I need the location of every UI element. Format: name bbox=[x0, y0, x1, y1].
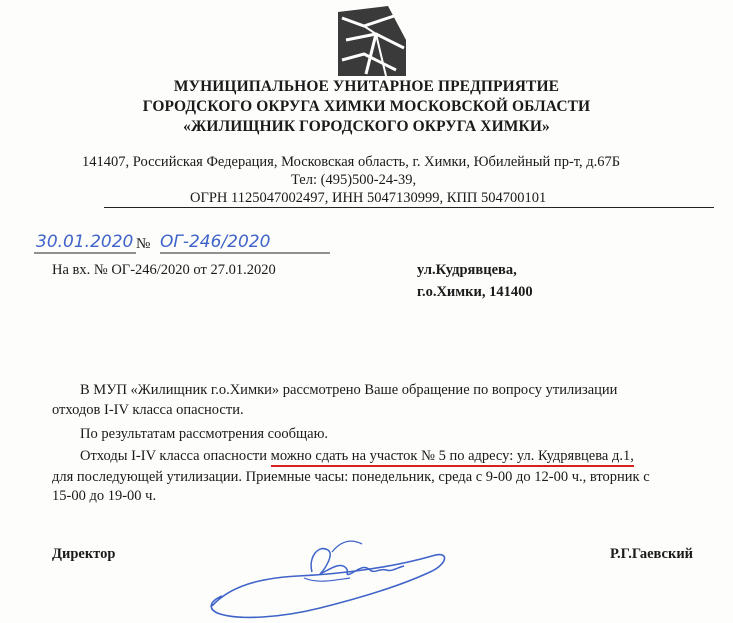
outgoing-date: 30.01.2020 bbox=[36, 232, 134, 252]
paragraph-3-line-3: 15-00 до 19-00 ч. bbox=[52, 488, 157, 504]
paragraph-3-start: Отходы I-IV класса опасности bbox=[80, 448, 271, 464]
header-divider bbox=[104, 207, 714, 208]
org-address: 141407, Российская Федерация, Московская область, г. Химки, Юбилейный пр-т, д.67Б bbox=[82, 154, 621, 170]
signer-name: Р.Г.Гаевский bbox=[610, 546, 694, 562]
paragraph-1-line-1: В МУП «Жилищник г.о.Химки» рассмотрено Ваше обращение по вопросу утилизации bbox=[80, 382, 618, 398]
org-name-line1: МУНИЦИПАЛЬНОЕ УНИТАРНОЕ ПРЕДПРИЯТИЕ bbox=[173, 78, 560, 95]
org-name-line2: ГОРОДСКОГО ОКРУГА ХИМКИ МОСКОВСКОЙ ОБЛАСТИ bbox=[142, 98, 591, 115]
date-number-underline bbox=[34, 250, 334, 258]
paragraph-3-line-2: для последующей утилизации. Приемные часы: понедельник, среда с 9-00 до 12-00 ч., вторник с bbox=[52, 469, 650, 485]
paragraph-1-line-2: отходов I-IV класса опасности. bbox=[52, 402, 244, 418]
highlighted-address: можно сдать на участок № 5 по адресу: ул. Кудрявцева д.1, bbox=[271, 448, 634, 467]
recipient-street: ул.Кудрявцева, bbox=[417, 262, 517, 278]
number-sign: № bbox=[136, 236, 151, 252]
paragraph-3-line-1 bbox=[80, 448, 634, 465]
signer-title: Директор bbox=[52, 546, 116, 562]
org-phone: Тел: (495)500-24-39, bbox=[291, 172, 417, 188]
incoming-reference: На вх. № ОГ-246/2020 от 27.01.2020 bbox=[52, 262, 276, 278]
org-name-line3: «ЖИЛИЩНИК ГОРОДСКОГО ОКРУГА ХИМКИ» bbox=[183, 118, 550, 135]
paragraph-2: По результатам рассмотрения сообщаю. bbox=[80, 426, 329, 442]
outgoing-number: ОГ-246/2020 bbox=[160, 232, 271, 252]
company-logo-icon bbox=[336, 4, 410, 78]
org-registry: ОГРН 1125047002497, ИНН 5047130999, КПП 504700101 bbox=[190, 190, 547, 206]
recipient-city: г.о.Химки, 141400 bbox=[417, 284, 533, 300]
handwritten-signature bbox=[200, 528, 460, 623]
